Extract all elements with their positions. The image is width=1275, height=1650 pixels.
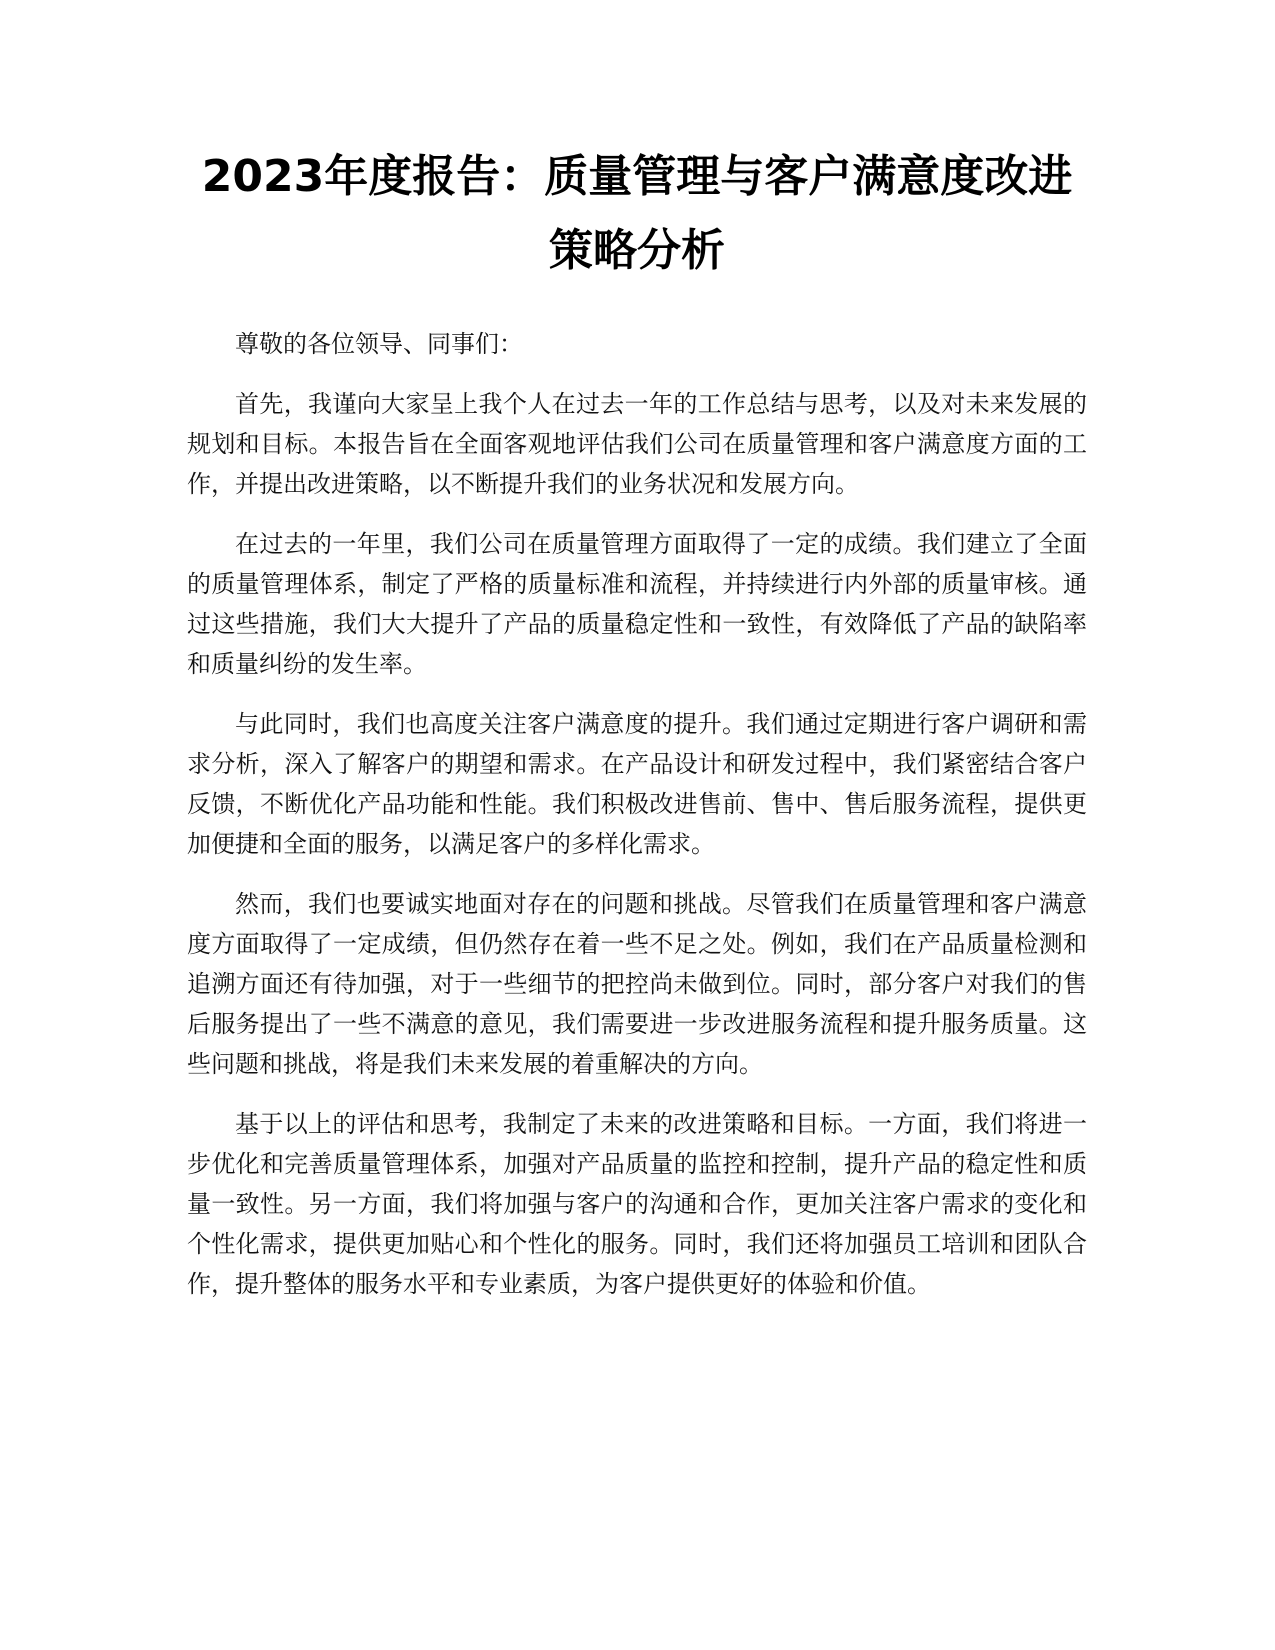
quality-achievements-paragraph: 在过去的一年里，我们公司在质量管理方面取得了一定的成绩。我们建立了全面的质量管理体系，制定了严格的质量标准和流程，并持续进行内外部的质量审核。通过这些措施，我们大大提升了产品的质量稳定性和一致性，有效降低了产品的缺陷率和质量纠纷的发生率。	[187, 530, 1087, 678]
salutation-paragraph: 尊敬的各位领导、同事们：	[235, 330, 523, 358]
document-content	[187, 140, 1087, 1324]
document-title: 2023年度报告：质量管理与客户满意度改进策略分析	[201, 151, 1073, 276]
document-body	[187, 324, 1087, 1304]
strategy-paragraph: 基于以上的评估和思考，我制定了未来的改进策略和目标。一方面，我们将进一步优化和完善质量管理体系，加强对产品质量的监控和控制，提升产品的稳定性和质量一致性。另一方面，我们将加强与客户的沟通和合作，更加关注客户需求的变化和个性化需求，提供更加贴心和个性化的服务。同时，我们还将加强员工培训和团队合作，提升整体的服务水平和专业素质，为客户提供更好的体验和价值。	[187, 1110, 1087, 1298]
intro-paragraph: 首先，我谨向大家呈上我个人在过去一年的工作总结与思考，以及对未来发展的规划和目标。本报告旨在全面客观地评估我们公司在质量管理和客户满意度方面的工作，并提出改进策略，以不断提升我们的业务状况和发展方向。	[187, 390, 1087, 498]
challenges-paragraph: 然而，我们也要诚实地面对存在的问题和挑战。尽管我们在质量管理和客户满意度方面取得了一定成绩，但仍然存在着一些不足之处。例如，我们在产品质量检测和追溯方面还有待加强，对于一些细节的把控尚未做到位。同时，部分客户对我们的售后服务提出了一些不满意的意见，我们需要进一步改进服务流程和提升服务质量。这些问题和挑战，将是我们未来发展的着重解决的方向。	[187, 890, 1087, 1078]
customer-satisfaction-paragraph: 与此同时，我们也高度关注客户满意度的提升。我们通过定期进行客户调研和需求分析，深入了解客户的期望和需求。在产品设计和研发过程中，我们紧密结合客户反馈，不断优化产品功能和性能。我们积极改进售前、售中、售后服务流程，提供更加便捷和全面的服务，以满足客户的多样化需求。	[187, 710, 1087, 858]
